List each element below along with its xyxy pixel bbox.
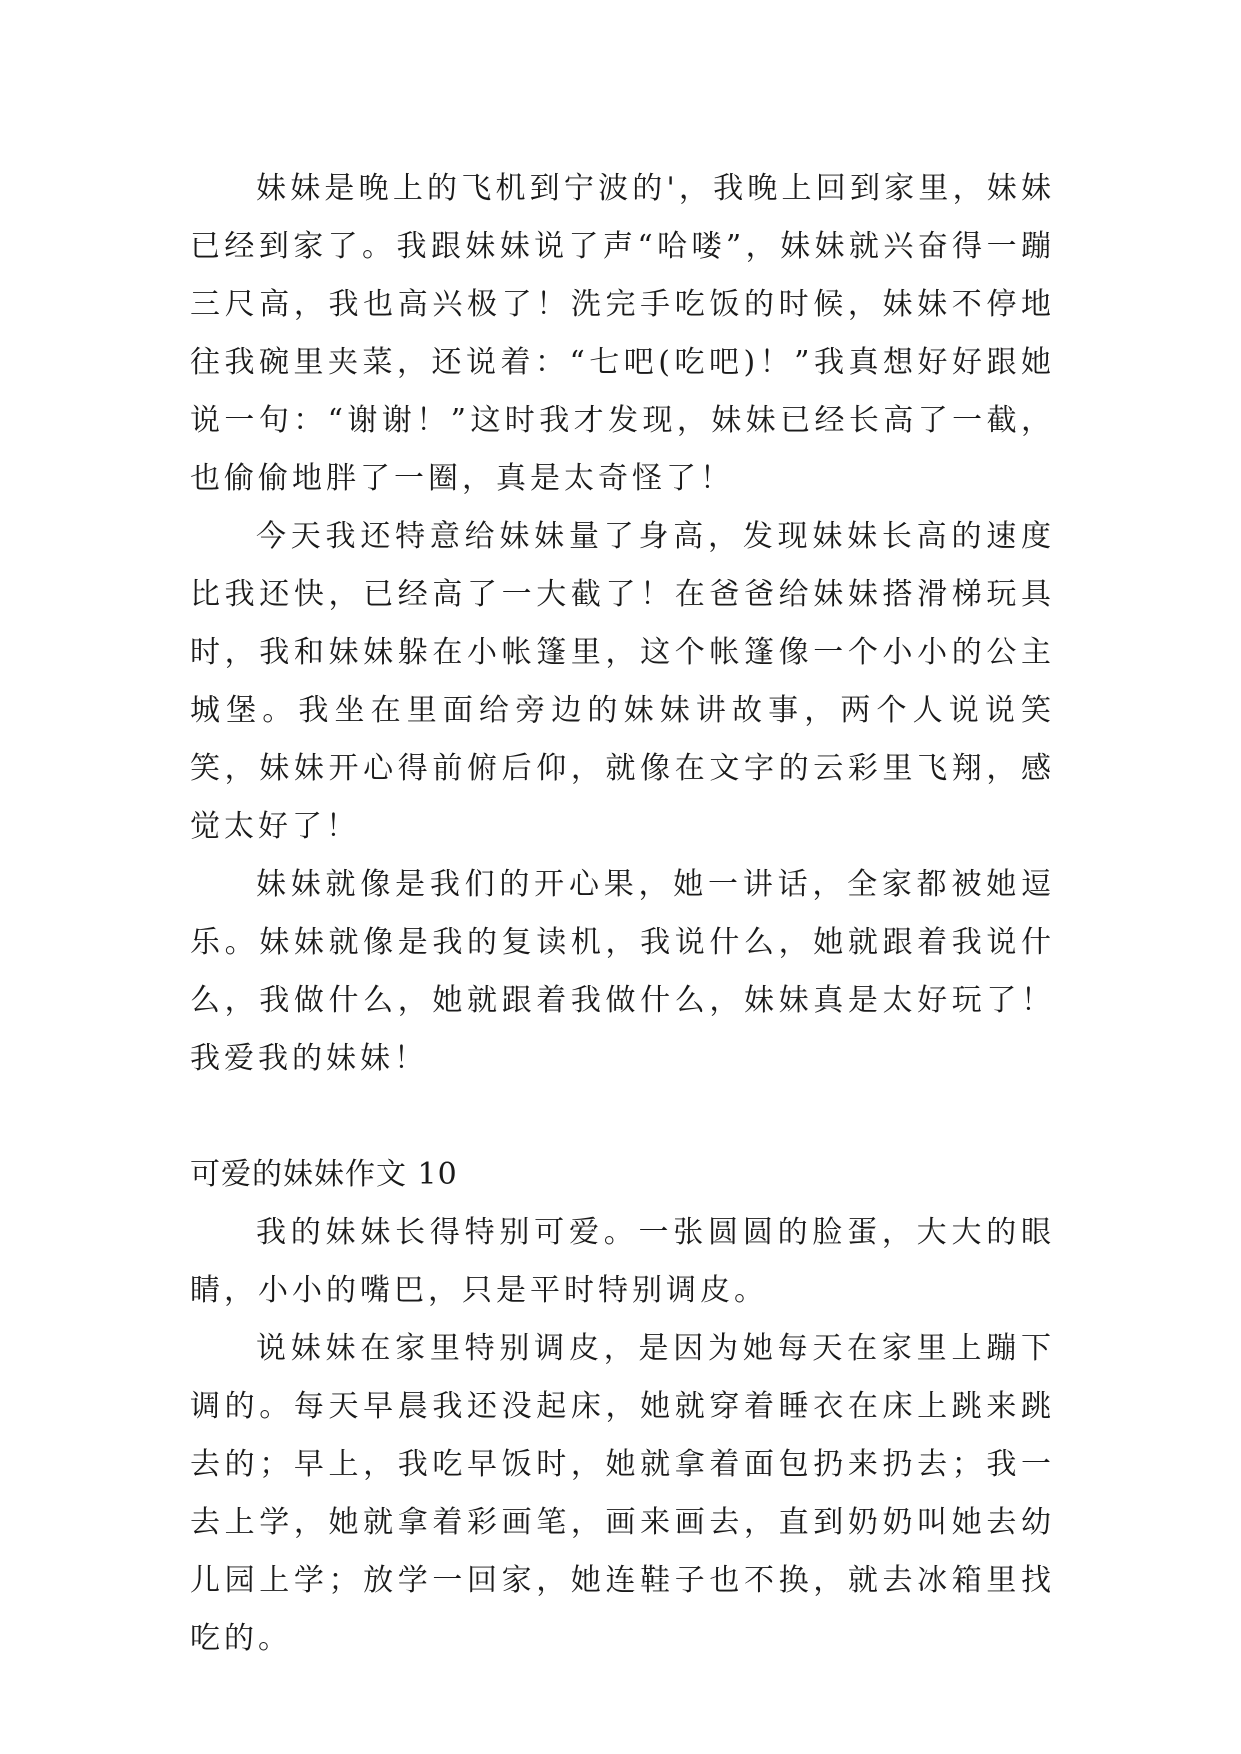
paragraph-3: 妹妹就像是我们的开心果，她一讲话，全家都被她逗乐。妹妹就像是我的复读机，我说什么，她就跟着我说什么，我做什么，她就跟着我做什么，妹妹真是太好玩了！我爱我的妹妹！	[190, 867, 1055, 1076]
paragraph-4: 我的妹妹长得特别可爱。一张圆圆的脸蛋，大大的眼睛，小小的嘴巴，只是平时特别调皮。	[190, 1215, 1055, 1308]
document-body	[190, 160, 1055, 1668]
paragraph-5: 说妹妹在家里特别调皮，是因为她每天在家里上蹦下调的。每天早晨我还没起床，她就穿着睡衣在床上跳来跳去的；早上，我吃早饭时，她就拿着面包扔来扔去；我一去上学，她就拿着彩画笔，画来画去，直到奶奶叫她去幼儿园上学；放学一回家，她连鞋子也不换，就去冰箱里找吃的。	[190, 1331, 1055, 1656]
section-title: 可爱的妹妹作文 10	[190, 1157, 458, 1192]
paragraph-2: 今天我还特意给妹妹量了身高，发现妹妹长高的速度比我还快，已经高了一大截了！在爸爸给妹妹搭滑梯玩具时，我和妹妹躲在小帐篷里，这个帐篷像一个小小的公主城堡。我坐在里面给旁边的妹妹讲故事，两个人说说笑笑，妹妹开心得前俯后仰，就像在文字的云彩里飞翔，感觉太好了！	[190, 519, 1055, 844]
paragraph-1: 妹妹是晚上的飞机到宁波的'，我晚上回到家里，妹妹已经到家了。我跟妹妹说了声“哈喽”，妹妹就兴奋得一蹦三尺高，我也高兴极了！洗完手吃饭的时候，妹妹不停地往我碗里夹菜，还说着：“七吧(吃吧)！”我真想好好跟她说一句：“谢谢！”这时我才发现，妹妹已经长高了一截，也偷偷地胖了一圈，真是太奇怪了！	[190, 171, 1055, 496]
